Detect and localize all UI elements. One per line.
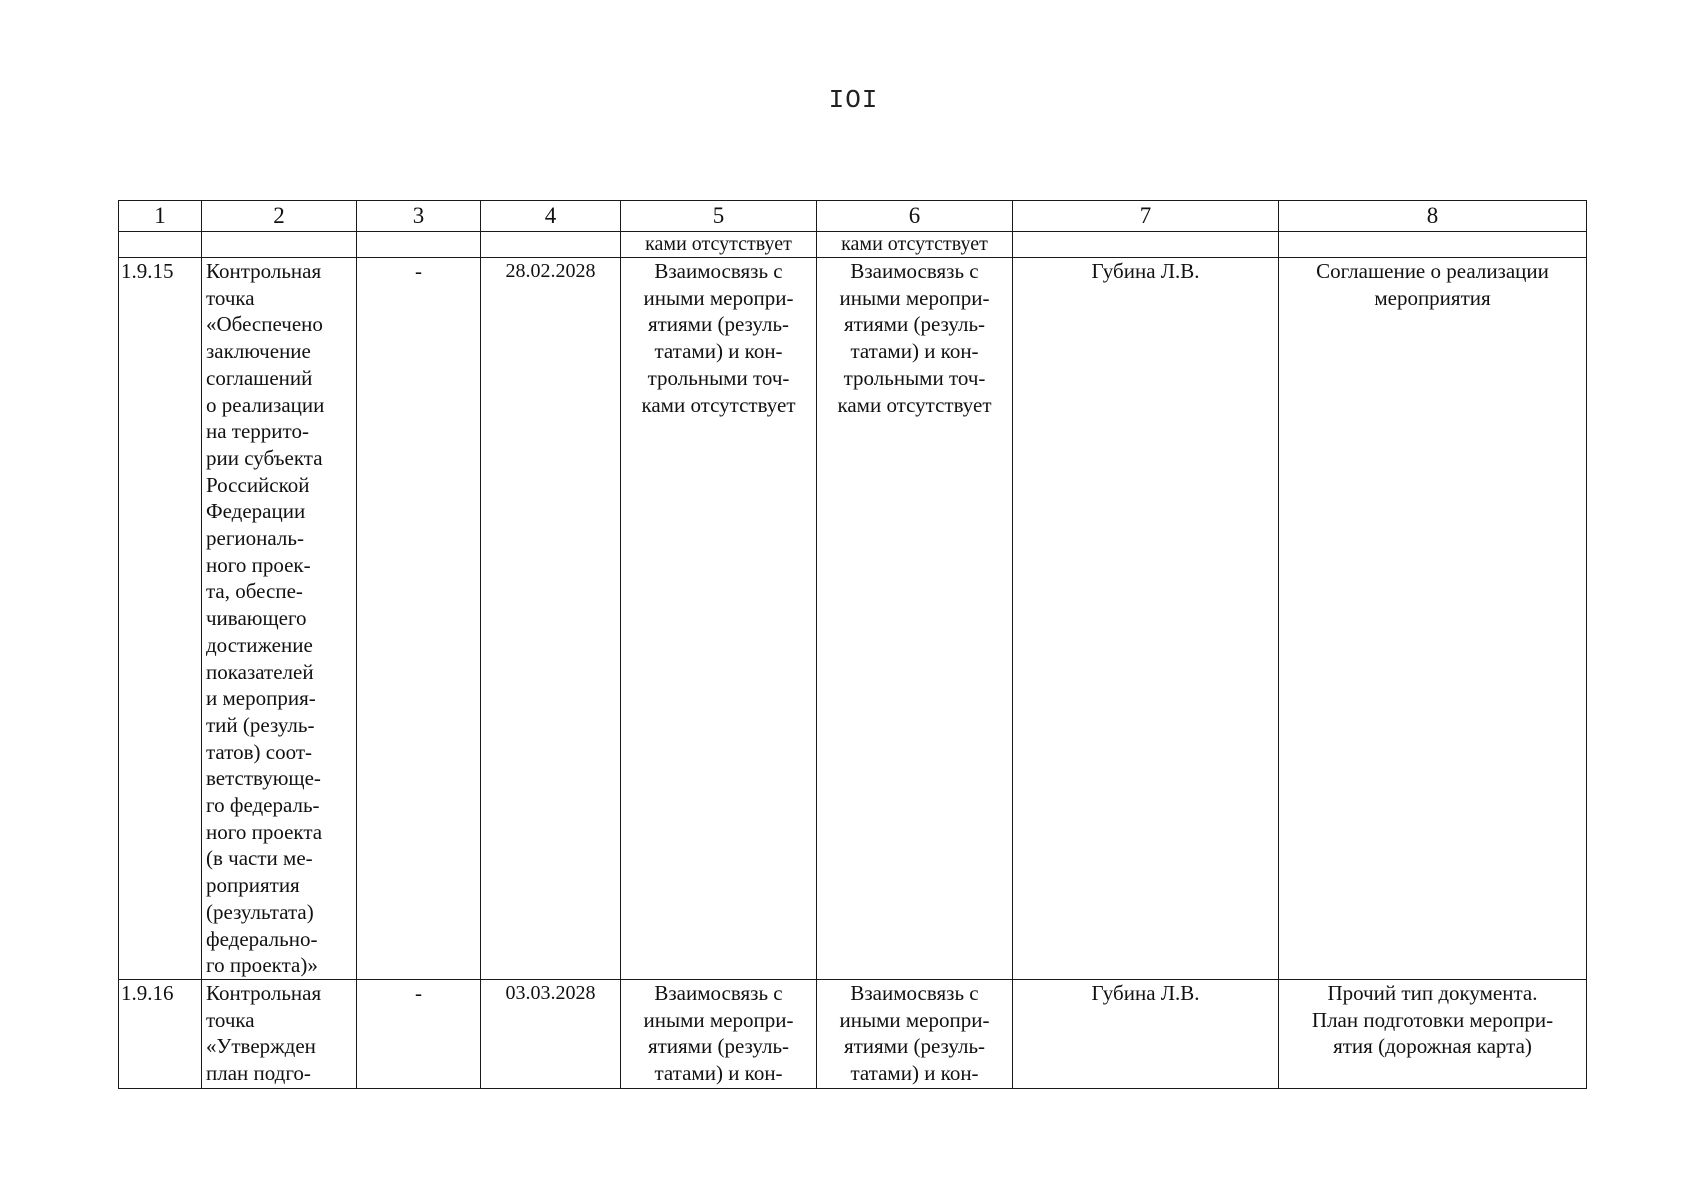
table-cell [481,232,621,258]
text-line: Российской [206,472,310,497]
text-line: план подго- [206,1061,311,1086]
text-line: региональ- [206,526,304,551]
table-cell [202,232,357,258]
text-line: роприятия [206,873,300,898]
row-number: 1.9.15 [119,258,202,980]
text-line: План подготовки меропри- [1311,1007,1554,1032]
column-header: 5 [621,201,817,232]
column-header: 1 [119,201,202,232]
text-line: Федерации [206,499,306,524]
text-line: иными меропри- [839,1007,990,1032]
relationship-cell-5 [621,258,817,980]
text-line: федерально- [206,926,318,951]
text-line: ветствующе- [206,766,321,791]
text-line: ного проек- [206,552,311,577]
continuation-row [119,232,1587,258]
column-header: 8 [1279,201,1587,232]
text-line: ятиями (резуль- [647,312,790,337]
text-line: ятиями (резуль- [843,1034,986,1059]
column-header: 6 [817,201,1013,232]
text-line: о реализации [206,392,325,417]
text-line: ками отсутствует [837,392,992,417]
text-line: Прочий тип документа. [1327,980,1538,1005]
text-line: точка [206,1007,255,1032]
text-line: на террито- [206,419,309,444]
deadline-date: 03.03.2028 [481,979,621,1088]
text-line: иными меропри- [839,285,990,310]
text-line: заключение [206,339,311,364]
text-line: достижение [206,632,313,657]
text-line: трольными точ- [843,365,986,390]
text-line: Взаимосвязь с [654,980,783,1005]
table-cell [1279,232,1587,258]
text-line: иными меропри- [643,1007,794,1032]
text-line: и мероприя- [206,686,316,711]
column-3-value: - [357,258,481,980]
table-cell [119,232,202,258]
text-line: иными меропри- [643,285,794,310]
control-point-name [202,979,357,1088]
text-line: чивающего [206,606,307,631]
text-line: Взаимосвязь с [850,259,979,283]
text-line: (в части ме- [206,846,313,871]
control-points-table [118,200,1587,1089]
column-header: 4 [481,201,621,232]
relationship-cell-5 [621,979,817,1088]
text-line: мероприятия [1374,285,1491,310]
table-cell [357,232,481,258]
column-header: 3 [357,201,481,232]
text-line: татами) и кон- [850,339,979,364]
page-number: IOI [828,85,879,115]
text-line: «Обеспечено [206,312,323,337]
column-3-value: - [357,979,481,1088]
text-line: точка [206,285,255,310]
column-header-row [119,201,1587,232]
column-header: 7 [1013,201,1279,232]
text-line: Соглашение о реализации [1316,259,1549,283]
column-header: 2 [202,201,357,232]
text-line: ятиями (резуль- [647,1034,790,1059]
table-cell [1013,232,1279,258]
row-number: 1.9.16 [119,979,202,1088]
text-line: рии субъекта [206,445,323,470]
continuation-text-col6: ками отсутствует [817,232,1013,258]
text-line: Взаимосвязь с [654,259,783,283]
deadline-date: 28.02.2028 [481,258,621,980]
text-line: соглашений [206,365,313,390]
text-line: трольными точ- [647,365,790,390]
text-line: Контрольная [206,259,322,283]
relationship-cell-6 [817,979,1013,1088]
continuation-text-col5: ками отсутствует [621,232,817,258]
text-line: го федераль- [206,793,320,818]
text-line: Взаимосвязь с [850,980,979,1005]
text-line: Контрольная [206,980,322,1005]
text-line: татами) и кон- [654,339,783,364]
document-type [1279,258,1587,980]
document-type [1279,979,1587,1088]
responsible-person: Губина Л.В. [1013,979,1279,1088]
text-line: ного проекта [206,819,323,844]
table-row [119,979,1587,1088]
text-line: татами) и кон- [654,1061,783,1086]
text-line: татов) соот- [206,739,312,764]
text-line: го проекта)» [206,953,318,978]
text-line: та, обеспе- [206,579,303,604]
text-line: татами) и кон- [850,1061,979,1086]
text-line: (результата) [206,899,314,924]
text-line: ятиями (резуль- [843,312,986,337]
relationship-cell-6 [817,258,1013,980]
table-row [119,258,1587,980]
text-line: ками отсутствует [641,392,796,417]
text-line: показателей [206,659,314,684]
text-line: тий (резуль- [206,712,315,737]
control-point-name [202,258,357,980]
responsible-person: Губина Л.В. [1013,258,1279,980]
text-line: ятия (дорожная карта) [1333,1034,1532,1059]
text-line: «Утвержден [206,1034,316,1059]
